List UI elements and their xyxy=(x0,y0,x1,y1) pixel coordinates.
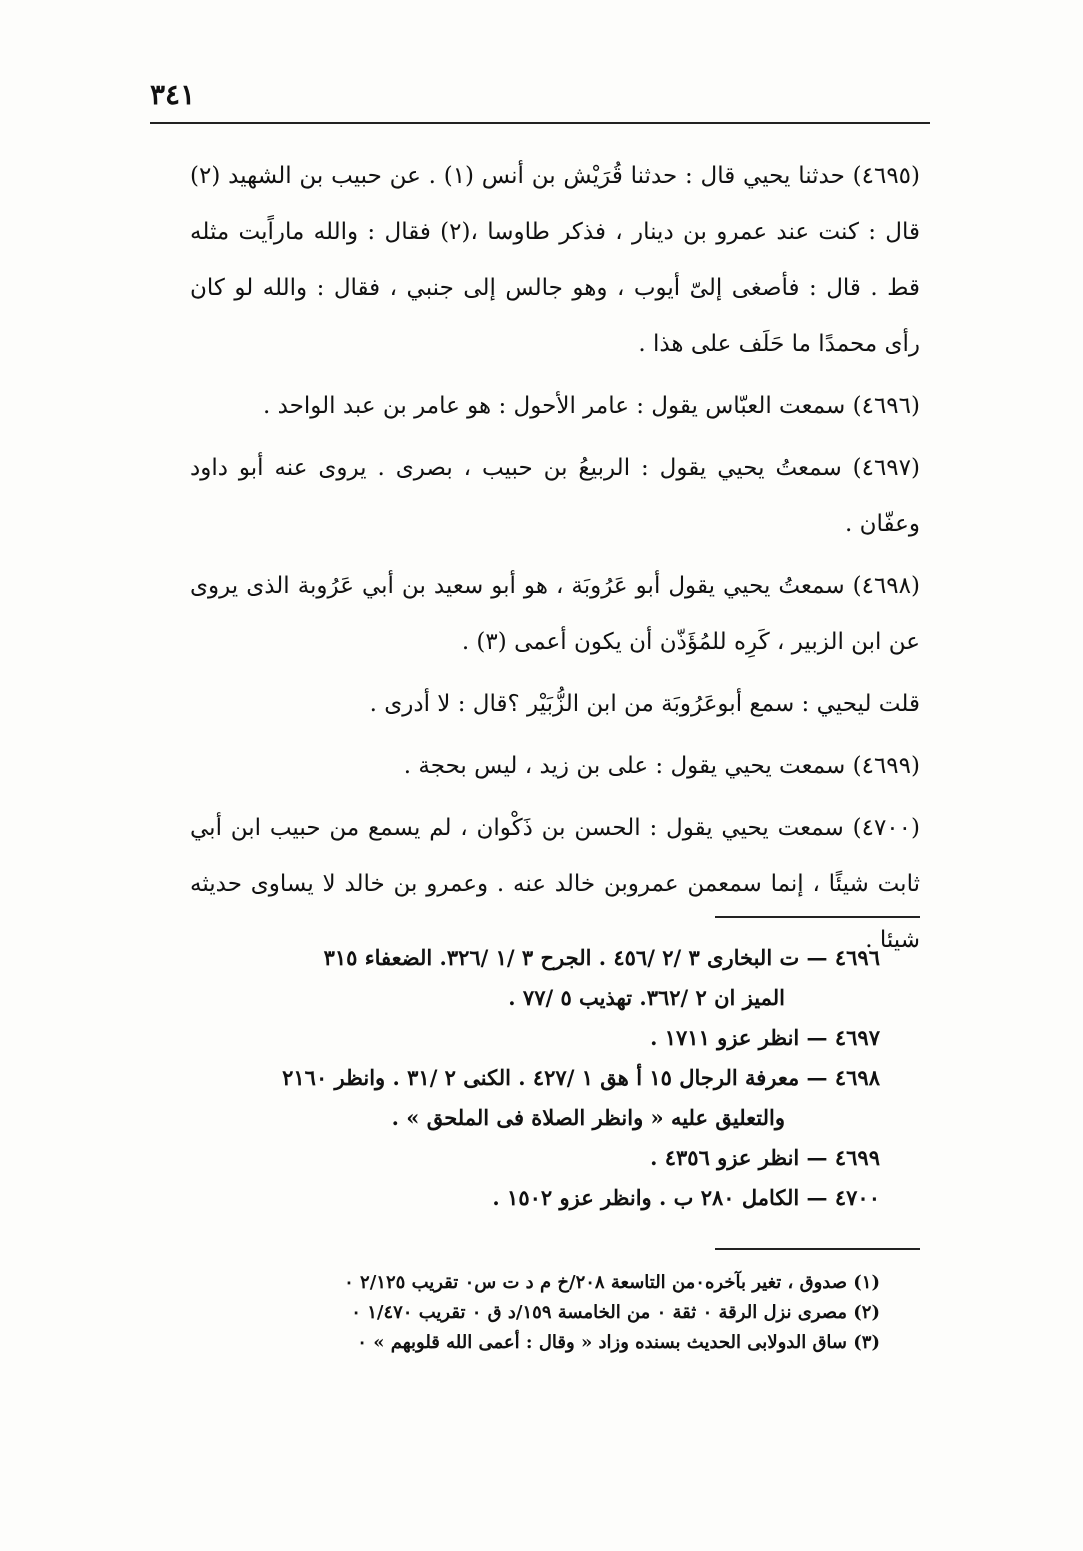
footnote-3: (٣) ساق الدولابى الحديث بسنده وزاد « وقال : أعمى الله قلوبهم » ٠ xyxy=(357,1332,880,1353)
footnotes-rule xyxy=(715,1248,920,1250)
note-line: ٤٦٩٧ — انظر عزو ١٧١١ . xyxy=(650,1025,880,1050)
paragraph-4700: (٤٧٠٠) سمعت يحيي يقول : الحسن بن ذَكْوان ، لم يسمع من حبيب ابن أبي ثابت شيئًا ، إنما سمعمن عمروبن خالد عنه . وعمرو بن خالد لا يساوى حديثه شيئا . xyxy=(190,815,920,953)
paragraph-4697: (٤٦٩٧) سمعتُ يحيي يقول : الربيعُ بن حبيب ، بصرى . يروى عنه أبو داود وعفّان . xyxy=(190,455,920,537)
note-line: ٤٦٩٨ — معرفة الرجال ١٥ أ هق ١ /٤٢٧ . الكنى ٢ /٣١ . وانظر ٢١٦٠ xyxy=(282,1065,880,1090)
note-line: والتعليق عليه « وانظر الصلاة فى الملحق » . xyxy=(391,1105,785,1130)
note-line: ٤٧٠٠ — الكامل ٢٨٠ ب . وانظر عزو ١٥٠٢ . xyxy=(492,1185,880,1210)
notes-rule xyxy=(715,916,920,918)
page-number: ٣٤١ xyxy=(150,78,196,111)
paragraph-question: قلت ليحيي : سمع أبوعَرُوبَة من ابن الزُّبَيْر ؟قال : لا أدرى . xyxy=(369,691,920,717)
footnotes xyxy=(190,1268,880,1358)
note-line: ٤٦٩٩ — انظر عزو ٤٣٥٦ . xyxy=(650,1145,880,1170)
footnote-2: (٢) مصرى نزل الرقة ٠ ثقة ٠ من الخامسة ١٥٩/د ق ٠ تقريب ١/٤٧٠ ٠ xyxy=(351,1302,880,1323)
main-text xyxy=(190,148,920,974)
paragraph-4696: (٤٦٩٦) سمعت العبّاس يقول : عامر الأحول : هو عامر بن عبد الواحد . xyxy=(262,393,920,419)
reference-notes xyxy=(190,938,880,1218)
paragraph-4699: (٤٦٩٩) سمعت يحيي يقول : على بن زيد ، ليس بحجة . xyxy=(403,753,920,779)
header-rule xyxy=(150,122,930,124)
note-line: ٤٦٩٦ — ت البخارى ٣ /٢ /٤٥٦ . الجرح ٣ /١ /٣٢٦. الضعفاء ٣١٥ xyxy=(323,945,880,970)
note-line: الميز ان ٢ /٣٦٢. تهذيب ٥ /٧٧ . xyxy=(508,985,785,1010)
paragraph-4698: (٤٦٩٨) سمعتُ يحيي يقول أبو عَرُوبَة ، هو أبو سعيد بن أبي عَرُوبة الذى يروى عن ابن الزبير ، كَرِه للمُؤَذّن أن يكون أعمى (٣) . xyxy=(190,573,920,655)
paragraph-4695: (٤٦٩٥) حدثنا يحيي قال : حدثنا قُرَيْش بن أنس (١) . عن حبيب بن الشهيد (٢) قال : كنت عند عمرو بن دينار ، فذكر طاوسا ،(٢) فقال : والله ماراًيت مثله قط . قال : فأصغى إلىّ أيوب ، وهو جالس إلى جنبي ، فقال : والله لو كان رأى محمدًا ما حَلَف على هذا . xyxy=(190,163,921,357)
footnote-1: (١) صدوق ، تغير بآخره٠من التاسعة ٢٠٨/خ م د ت س٠ تقريب ٢/١٢٥ ٠ xyxy=(344,1272,880,1293)
